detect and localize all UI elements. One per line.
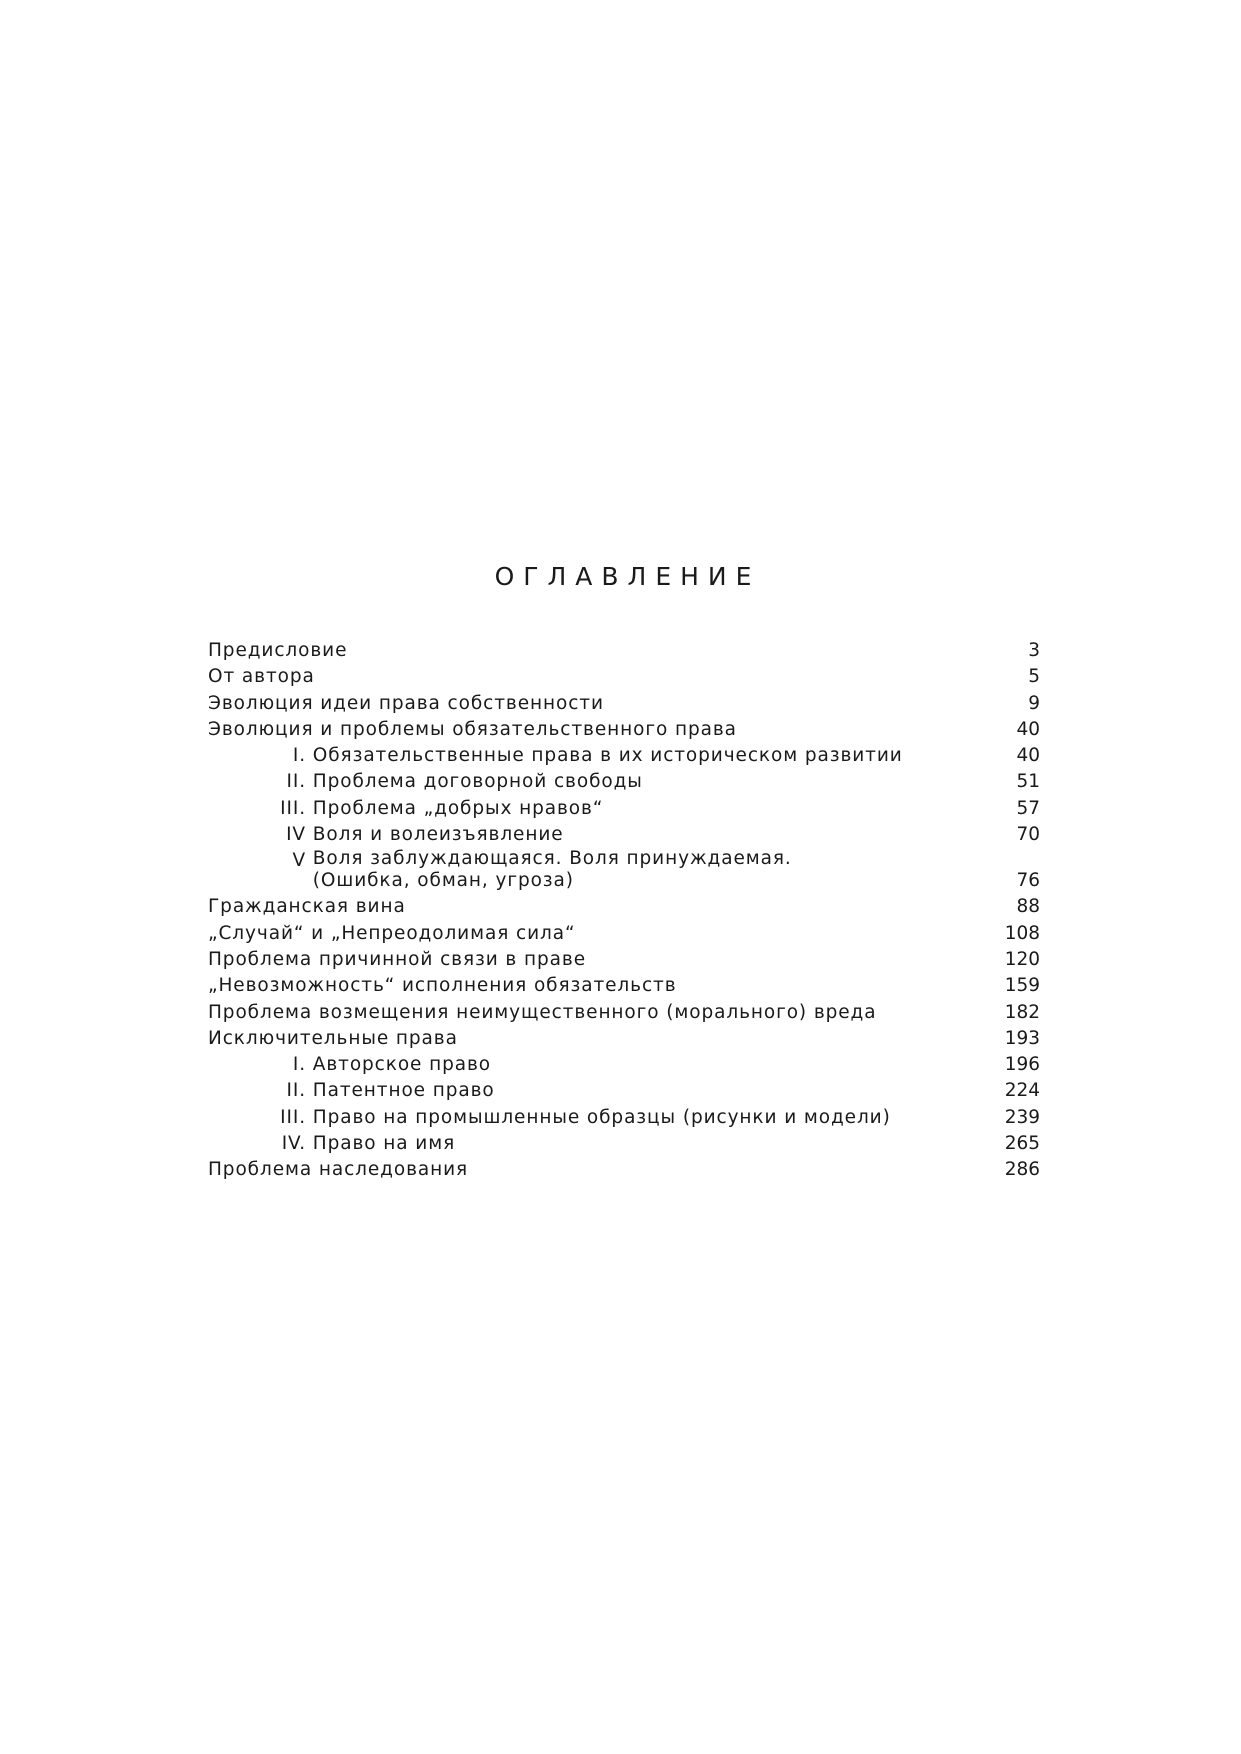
toc-subentry bbox=[208, 769, 1040, 795]
toc-entry-page: 159 bbox=[1004, 975, 1040, 997]
toc-entry-page: 224 bbox=[1004, 1080, 1040, 1102]
toc-entry-page: 9 bbox=[1028, 692, 1040, 714]
toc-entry-label: Проблема возмещения неимущественного (морального) вреда bbox=[208, 1001, 877, 1023]
toc-subentry-number: V bbox=[292, 850, 306, 872]
toc-entry bbox=[208, 691, 1040, 717]
toc-entry-page: 40 bbox=[1016, 745, 1040, 767]
toc-subentry bbox=[208, 822, 1040, 848]
toc-subentry-number: IV bbox=[286, 824, 306, 846]
toc-entry-label: Проблема причинной связи в праве bbox=[208, 948, 586, 970]
toc-entry-page: 5 bbox=[1028, 666, 1040, 688]
toc-subentry-label: Право на промышленные образцы (рисунки и модели) bbox=[312, 1106, 891, 1128]
toc-subentry-label: Воля и волеизъявление bbox=[312, 824, 564, 846]
toc-subentry bbox=[208, 1078, 1040, 1104]
table-of-contents bbox=[208, 638, 1040, 1184]
toc-subentry-number: III. bbox=[280, 797, 306, 819]
toc-entry-page: 40 bbox=[1016, 718, 1040, 740]
toc-subentry-number: III. bbox=[280, 1106, 306, 1128]
toc-subentry bbox=[208, 1131, 1040, 1157]
toc-subentry-number: I. bbox=[292, 1054, 306, 1076]
toc-entry bbox=[208, 894, 1040, 920]
toc-entry-label: Исключительные права bbox=[208, 1027, 458, 1049]
toc-entry-label: Эволюция и проблемы обязательственного права bbox=[208, 718, 737, 740]
toc-entry bbox=[208, 921, 1040, 947]
toc-entry bbox=[208, 717, 1040, 743]
toc-subentry-label: Патентное право bbox=[312, 1080, 495, 1102]
toc-subentry-label: Обязательственные права в их историческом развитии bbox=[312, 745, 903, 767]
toc-entry-page: 239 bbox=[1004, 1106, 1040, 1128]
toc-entry-page: 286 bbox=[1004, 1159, 1040, 1181]
toc-subentry bbox=[208, 1052, 1040, 1078]
toc-entry-label: „Случай“ и „Непреодолимая сила“ bbox=[208, 922, 576, 944]
toc-entry-page: 193 bbox=[1004, 1027, 1040, 1049]
toc-subentry-label: Проблема „добрых нравов“ bbox=[312, 797, 604, 819]
toc-subentry-label-continuation: (Ошибка, обман, угроза) bbox=[312, 870, 574, 892]
toc-subentry bbox=[208, 796, 1040, 822]
toc-entry bbox=[208, 947, 1040, 973]
toc-entry-label: От автора bbox=[208, 666, 315, 688]
toc-subentry-number: II. bbox=[286, 771, 306, 793]
toc-entry-page: 57 bbox=[1016, 797, 1040, 819]
toc-entry-page: 196 bbox=[1004, 1054, 1040, 1076]
toc-entry-page: 182 bbox=[1004, 1001, 1040, 1023]
toc-entry bbox=[208, 664, 1040, 690]
toc-entry bbox=[208, 973, 1040, 999]
toc-entry-page: 88 bbox=[1016, 896, 1040, 918]
toc-entry-page: 3 bbox=[1028, 640, 1040, 661]
toc-subentry bbox=[208, 743, 1040, 769]
toc-subentry-label: Авторское право bbox=[312, 1054, 492, 1076]
toc-entry bbox=[208, 638, 1040, 664]
toc-subentry bbox=[208, 848, 1040, 894]
toc-entry-page: 120 bbox=[1004, 948, 1040, 970]
toc-entry-label: Проблема наследования bbox=[208, 1159, 469, 1181]
toc-entry bbox=[208, 1000, 1040, 1026]
toc-entry-page: 51 bbox=[1016, 771, 1040, 793]
toc-entry-label: Гражданская вина bbox=[208, 896, 406, 918]
toc-subentry-number: I. bbox=[292, 745, 306, 767]
toc-subentry-number: IV. bbox=[281, 1133, 306, 1155]
toc-subentry-label: Воля заблуждающаяся. Воля принуждаемая. bbox=[312, 848, 792, 870]
toc-subentry-label: Проблема договорной свободы bbox=[312, 771, 643, 793]
toc-entry-label: Эволюция идеи права собственности bbox=[208, 692, 604, 714]
toc-entry-page: 108 bbox=[1004, 922, 1040, 944]
toc-entry-page: 76 bbox=[1016, 870, 1040, 892]
toc-subentry bbox=[208, 1105, 1040, 1131]
toc-subentry-label: Право на имя bbox=[312, 1133, 456, 1155]
toc-entry-page: 265 bbox=[1004, 1133, 1040, 1155]
toc-entry-page: 70 bbox=[1016, 824, 1040, 846]
toc-entry bbox=[208, 1026, 1040, 1052]
toc-entry bbox=[208, 1157, 1040, 1183]
toc-entry-label: Предисловие bbox=[208, 640, 348, 661]
toc-subentry-number: II. bbox=[286, 1080, 306, 1102]
toc-entry-label: „Невозможность“ исполнения обязательств bbox=[208, 975, 677, 997]
page-title: ОГЛАВЛЕНИЕ bbox=[494, 562, 761, 591]
